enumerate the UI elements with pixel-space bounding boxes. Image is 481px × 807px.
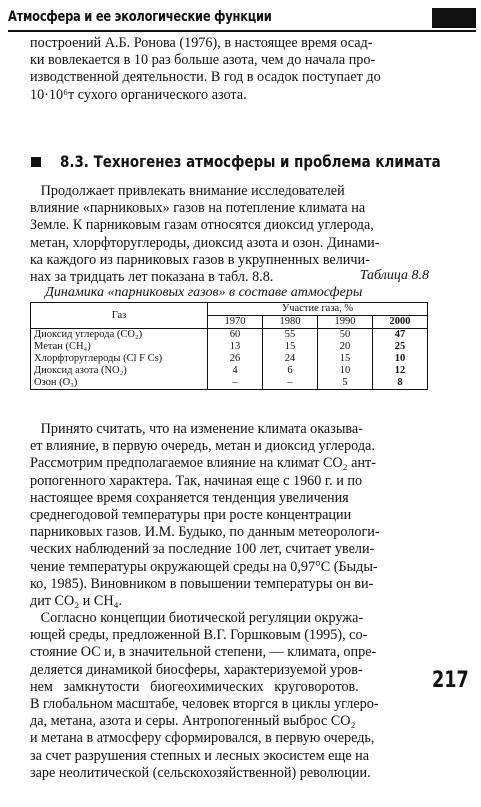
- text-line: стояние ОС и, в значительной степени, — климата, опре-: [30, 644, 377, 661]
- table-row: [31, 353, 428, 365]
- page-number: 217: [432, 668, 469, 693]
- text-line: В глобальном масштабе, человек вторгся в циклы углеро-: [30, 695, 379, 712]
- table-row: [31, 365, 428, 377]
- cell-value: 24: [263, 353, 318, 365]
- col-year: 1970: [208, 316, 263, 329]
- table-row: [31, 377, 428, 390]
- col-year: 2000: [373, 316, 428, 329]
- text-line: да, метана, азота и серы. Антропогенный выброс CO₂: [30, 713, 356, 730]
- cell-value: 4: [208, 365, 263, 377]
- cell-value: 15: [263, 341, 318, 353]
- intro-paragraph: [30, 35, 428, 104]
- text-line: за счет разрушения степных и лесных экосистем еще на: [30, 747, 370, 764]
- col-year: 1980: [263, 316, 318, 329]
- text-line: ка каждого из парниковых газов в укрупненных величи-: [30, 251, 370, 268]
- text-line: деляется динамикой биосферы, характеризуемой уров-: [30, 661, 363, 678]
- gas-name: Хлорфторуглероды (Cl F Cs): [31, 353, 208, 365]
- cell-value: 50: [318, 329, 373, 342]
- cell-value: 6: [263, 365, 318, 377]
- cell-value: 13: [208, 341, 263, 353]
- text-line: ющей среды, предложенной В.Г. Горшковым (1995), со-: [30, 627, 368, 644]
- text-line: изводственной деятельности. В год в осадок поступает до: [30, 69, 381, 86]
- text-line: влияние «парниковых» газов на потепление климата на: [30, 200, 366, 217]
- text-line: среднегодовой температуры при росте концентрации: [30, 506, 352, 523]
- section-bullet-icon: [31, 157, 41, 167]
- paragraph-2: [30, 421, 428, 610]
- text-line: нем замкнутости биогеохимических круговоротов.: [30, 678, 359, 695]
- gas-name: Диоксид углерода (CO₂): [31, 329, 208, 342]
- text-line: Принято считать, что на изменение климата оказыва-: [30, 421, 363, 437]
- text-line: Земле. К парниковым газам относятся диоксид углерода,: [30, 217, 374, 234]
- cell-value: –: [263, 377, 318, 390]
- gas-table: [30, 302, 428, 390]
- text-line: Рассмотрим предполагаемое влияние на климат CO₂ ант-: [30, 455, 376, 472]
- running-header: [8, 8, 476, 32]
- text-line: ки вовлекается в 10 раз больше азота, чем до начала про-: [30, 52, 376, 69]
- text-line: ческих наблюдений за последние 100 лет, считает увели-: [30, 541, 375, 558]
- text-line: парниковых газов. И.М. Будыко, по данным метеорологи-: [30, 524, 380, 541]
- text-line: построений А.Б. Ронова (1976), в настоящее время осад-: [30, 35, 373, 51]
- cell-value: 15: [318, 353, 373, 365]
- table-caption: Таблица 8.8: [359, 268, 429, 283]
- cell-value: 25: [373, 341, 428, 353]
- table-row: [31, 329, 428, 342]
- cell-value: 5: [318, 377, 373, 390]
- section-heading: [14, 152, 474, 172]
- running-title: Атмосфера и ее экологические функции: [8, 9, 272, 25]
- cell-value: 55: [263, 329, 318, 342]
- cell-value: 12: [373, 365, 428, 377]
- section-title: 8.3. Техногенез атмосферы и проблема климата: [60, 152, 441, 171]
- text-line: настоящее время сохраняется тенденция увеличения: [30, 489, 349, 506]
- col-header-gas: Газ: [31, 303, 208, 329]
- table-row: [31, 341, 428, 353]
- text-line: 10·10⁶т сухого органического азота.: [30, 86, 247, 103]
- text-line: ропогенного характера. Так, начиная еще с 1960 г. и по: [30, 472, 363, 489]
- header-black-block: [432, 8, 476, 28]
- gas-name: Метан (CH₄): [31, 341, 208, 353]
- table-title: Динамика «парниковых газов» в составе атмосферы: [45, 285, 363, 300]
- text-line: Продолжает привлекать внимание исследователей: [30, 183, 345, 199]
- cell-value: 60: [208, 329, 263, 342]
- cell-value: 26: [208, 353, 263, 365]
- paragraph-3: [30, 610, 428, 782]
- text-line: Согласно концепции биотической регуляции окружа-: [30, 610, 364, 626]
- cell-value: 10: [373, 353, 428, 365]
- cell-value: 8: [373, 377, 428, 390]
- text-line: метан, хлорфторуглероды, диоксид азота и озон. Динами-: [30, 234, 380, 251]
- cell-value: –: [208, 377, 263, 390]
- cell-value: 20: [318, 341, 373, 353]
- gas-name: Диоксид азота (NO₂): [31, 365, 208, 377]
- cell-value: 10: [318, 365, 373, 377]
- text-line: нах за тридцать лет показана в табл. 8.8.: [30, 268, 274, 285]
- gas-name: Озон (O₃): [31, 377, 208, 390]
- text-line: ет влияние, в первую очередь, метан и диоксид углерода.: [30, 438, 375, 455]
- col-year: 1990: [318, 316, 373, 329]
- cell-value: 47: [373, 329, 428, 342]
- text-line: дит CO₂ и CH₄.: [30, 592, 123, 609]
- text-line: чение температуры окружающей среды на 0,97°С (Быды-: [30, 558, 378, 575]
- text-line: заре неолитической (сельскохозяйственной) революции.: [30, 764, 371, 781]
- text-line: и метана в атмосферу сформировался, в первую очередь,: [30, 730, 375, 747]
- text-line: ко, 1985). Виновником в повышении температуры он ви-: [30, 575, 374, 592]
- col-header-share: Участие газа, %: [208, 303, 428, 316]
